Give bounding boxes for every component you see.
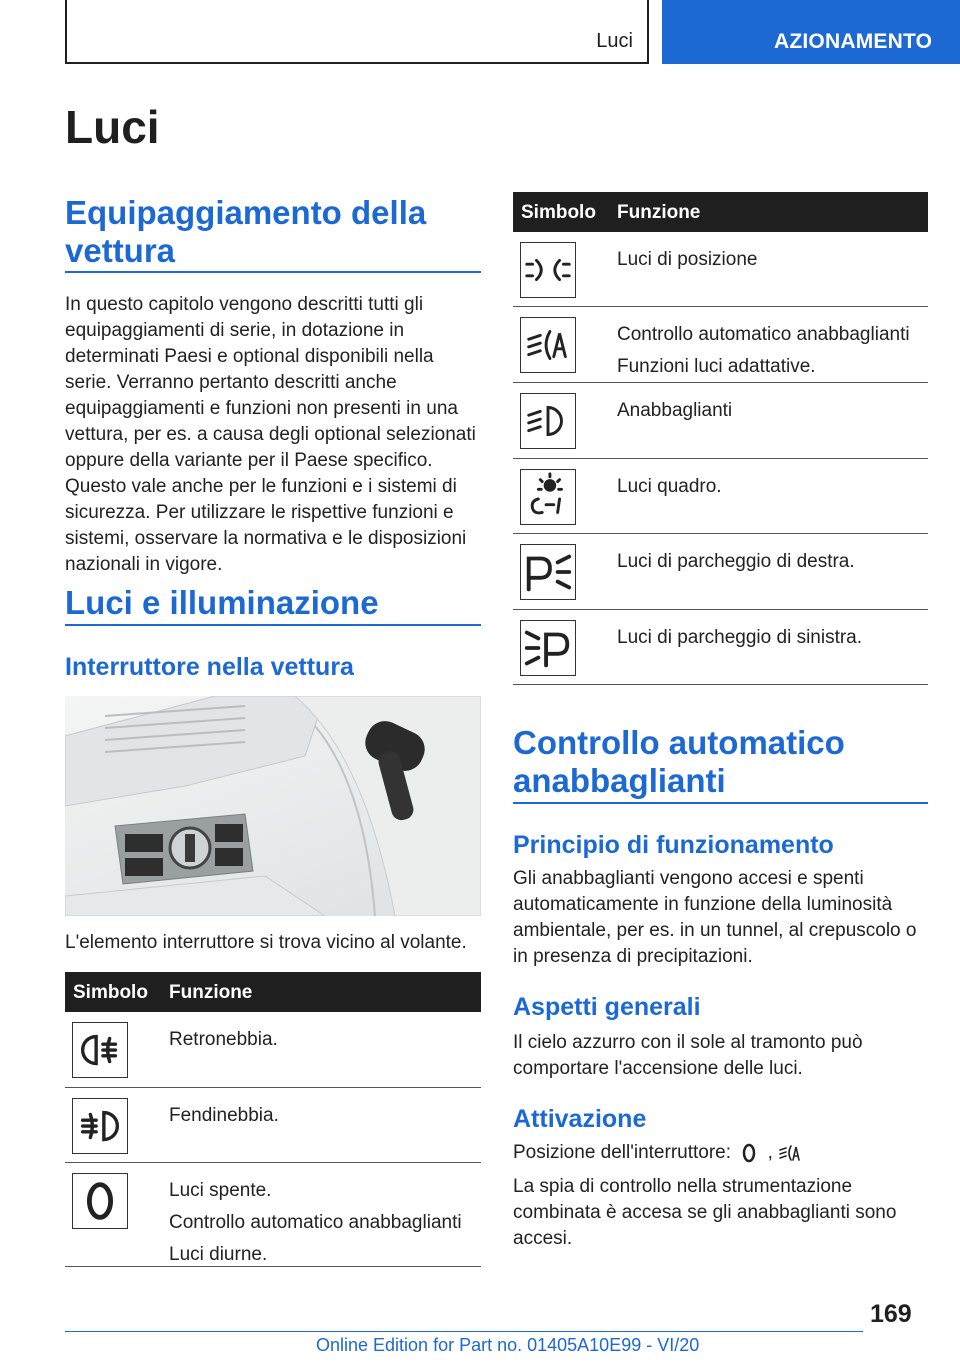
symbol-table-left xyxy=(65,972,481,1267)
col-symbol: Simbolo xyxy=(521,202,596,223)
table-row xyxy=(513,232,928,307)
parking-light-right-icon xyxy=(520,544,576,600)
activation-label: Posizione dell'interruttore: xyxy=(513,1142,732,1164)
symbol-table-right xyxy=(513,192,928,685)
row-function-0: Luci di posizione xyxy=(617,249,758,270)
parking-light-left-icon xyxy=(520,620,576,676)
heading-switch: Interruttore nella vettura xyxy=(65,653,354,681)
table-row xyxy=(513,307,928,383)
table-row xyxy=(513,534,928,610)
car-interior-illustration xyxy=(65,696,481,916)
instrument-lighting-icon xyxy=(520,469,576,525)
row-function-2: Luci spente. Controllo automatico anabbaglianti Luci diurne. xyxy=(169,1180,462,1265)
activation-text: La spia di controllo nella strumentazione combinata è accesa se gli anabbaglianti sono accesi. xyxy=(513,1176,897,1249)
table-row xyxy=(513,459,928,534)
table-row xyxy=(65,1012,481,1088)
table-row xyxy=(513,610,928,685)
heading-lights: Luci e illuminazione xyxy=(65,584,379,621)
heading-activation: Attivazione xyxy=(513,1105,647,1133)
header-section-label: AZIONAMENTO xyxy=(774,30,933,53)
col-symbol: Simbolo xyxy=(73,982,148,1003)
heading-auto-headlight: Controllo automatico anabbaglianti xyxy=(513,724,845,799)
low-beam-icon xyxy=(520,393,576,449)
activation-line xyxy=(513,1140,928,1166)
row-function-2: Anabbaglianti xyxy=(617,400,733,421)
auto-headlight-icon xyxy=(520,317,576,373)
row-function-4: Luci di parcheggio di destra. xyxy=(617,551,855,572)
table-row xyxy=(65,1088,481,1163)
row-function-0: Retronebbia. xyxy=(169,1029,278,1050)
table-row xyxy=(65,1163,481,1267)
heading-rule xyxy=(65,624,481,626)
heading-principle: Principio di funzionamento xyxy=(513,831,834,859)
lights-off-zero-icon xyxy=(72,1173,128,1229)
table-row xyxy=(513,383,928,459)
switch-position-zero-icon xyxy=(736,1140,762,1166)
switch-caption: L'elemento interruttore si trova vicino al volante. xyxy=(65,932,467,953)
row-function-1: Fendinebbia. xyxy=(169,1105,279,1126)
page-title: Luci xyxy=(65,101,160,153)
switch-position-auto-icon xyxy=(778,1140,804,1166)
row-function-5: Luci di parcheggio di sinistra. xyxy=(617,627,863,648)
principle-text: Gli anabbaglianti vengono accesi e spenti automaticamente in funzione della luminosità ambientale, per es. in un tunnel, al crepuscolo o in presenza di precipitazioni. xyxy=(513,868,917,967)
row-function-1: Controllo automatico anabbaglianti Funzioni luci adattative. xyxy=(617,324,910,377)
header-chapter: Luci xyxy=(596,30,633,52)
parking-lights-icon xyxy=(520,242,576,298)
table-header xyxy=(65,972,481,1012)
front-fog-light-icon xyxy=(72,1098,128,1154)
col-function: Funzione xyxy=(617,202,701,223)
heading-rule xyxy=(65,271,481,273)
rear-fog-light-icon xyxy=(72,1022,128,1078)
activation-separator: , xyxy=(767,1142,773,1164)
table-header xyxy=(513,192,928,232)
page-number: 169 xyxy=(870,1300,912,1328)
light-switch-photo xyxy=(65,696,481,916)
heading-rule xyxy=(513,802,928,804)
header-chapter-box xyxy=(65,0,649,64)
footer-edition: Online Edition for Part no. 01405A10E99 - VI/20 xyxy=(316,1335,700,1355)
heading-general: Aspetti generali xyxy=(513,993,701,1021)
equipment-text: In questo capitolo vengono descritti tutti gli equipaggiamenti di serie, in dotazione in determinati Paesi e optional disponibili nella serie. Verranno pertanto descritti anche equipaggiamenti e funzioni non presenti in una vettura, per es. a causa degli optional selezionati oppure della variante per il Paese specifico. Questo vale anche per le funzioni e i sistemi di sicurezza. Per utilizzare le rispettive funzioni e sistemi, osservare la normativa e le disposizioni nazionali in vigore. xyxy=(65,294,476,575)
row-function-3: Luci quadro. xyxy=(617,476,722,497)
footer-rule xyxy=(65,1331,863,1332)
general-text: Il cielo azzurro con il sole al tramonto può comportare l'accensione delle luci. xyxy=(513,1032,863,1079)
header-section-tab[interactable] xyxy=(662,0,960,64)
col-function: Funzione xyxy=(169,982,253,1003)
heading-equipment: Equipaggiamento della vettura xyxy=(65,194,427,269)
